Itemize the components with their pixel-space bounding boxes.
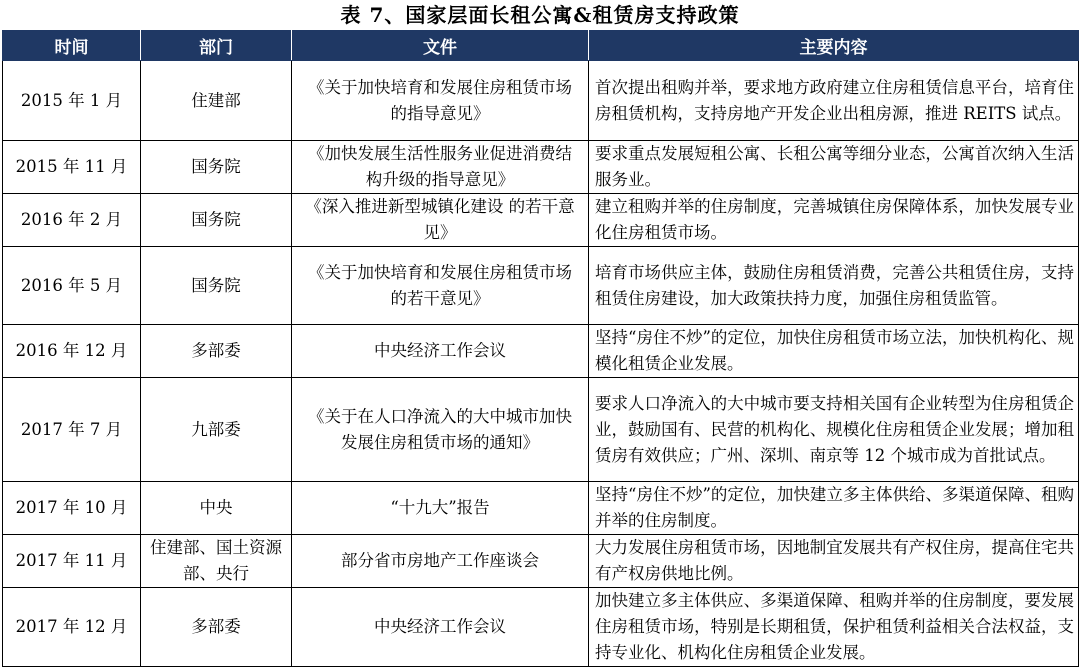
header-document: 文件 [292, 31, 589, 61]
table-row [3, 325, 1079, 378]
cell-department: 国务院 [141, 194, 292, 247]
cell-department: 九部委 [141, 378, 292, 482]
cell-document: 中央经济工作会议 [292, 325, 589, 378]
cell-document: 《深入推进新型城镇化建设 的若干意见》 [292, 194, 589, 247]
header-department: 部门 [141, 31, 292, 61]
header-row [3, 31, 1079, 61]
cell-time: 2017 年 12 月 [3, 588, 141, 667]
cell-document: 中央经济工作会议 [292, 588, 589, 667]
table-row [3, 535, 1079, 588]
cell-time: 2017 年 7 月 [3, 378, 141, 482]
cell-time: 2016 年 12 月 [3, 325, 141, 378]
cell-document: 部分省市房地产工作座谈会 [292, 535, 589, 588]
cell-department: 国务院 [141, 141, 292, 194]
cell-content: 坚持“房住不炒”的定位，加快住房租赁市场立法，加快机构化、规模化租赁企业发展。 [589, 325, 1079, 378]
table-row [3, 141, 1079, 194]
cell-time: 2016 年 5 月 [3, 247, 141, 325]
table-title: 表 7、国家层面长租公寓&租赁房支持政策 [340, 3, 740, 27]
header-time: 时间 [3, 31, 141, 61]
table-row [3, 247, 1079, 325]
table-row [3, 194, 1079, 247]
cell-document: 《加快发展生活性服务业促进消费结构升级的指导意见》 [292, 141, 589, 194]
cell-time: 2017 年 11 月 [3, 535, 141, 588]
cell-content: 坚持“房住不炒”的定位，加快建立多主体供给、多渠道保障、租购并举的住房制度。 [589, 482, 1079, 535]
cell-content: 要求人口净流入的大中城市要支持相关国有企业转型为住房租赁企业，鼓励国有、民营的机构化、规模化住房租赁企业发展；增加租赁房有效供应；广州、深圳、南京等 12 个城市成为首批试点。 [589, 378, 1079, 482]
cell-department: 住建部、国土资源部、央行 [141, 535, 292, 588]
cell-time: 2016 年 2 月 [3, 194, 141, 247]
cell-department: 住建部 [141, 61, 292, 141]
cell-content: 培育市场供应主体，鼓励住房租赁消费，完善公共租赁住房，支持租赁住房建设，加大政策扶持力度，加强住房租赁监管。 [589, 247, 1079, 325]
cell-content: 首次提出租购并举，要求地方政府建立住房租赁信息平台，培育住房租赁机构，支持房地产开发企业出租房源，推进 REITS 试点。 [589, 61, 1079, 141]
cell-document: 《关于加快培育和发展住房租赁市场的若干意见》 [292, 247, 589, 325]
cell-content: 建立租购并举的住房制度，完善城镇住房保障体系，加快发展专业化住房租赁市场。 [589, 194, 1079, 247]
cell-time: 2017 年 10 月 [3, 482, 141, 535]
cell-department: 多部委 [141, 588, 292, 667]
header-main-content: 主要内容 [589, 31, 1079, 61]
table-row [3, 482, 1079, 535]
cell-document: 《关于加快培育和发展住房租赁市场的指导意见》 [292, 61, 589, 141]
cell-content: 要求重点发展短租公寓、长租公寓等细分业态，公寓首次纳入生活服务业。 [589, 141, 1079, 194]
cell-document: “十九大”报告 [292, 482, 589, 535]
cell-time: 2015 年 1 月 [3, 61, 141, 141]
cell-document: 《关于在人口净流入的大中城市加快发展住房租赁市场的通知》 [292, 378, 589, 482]
cell-content: 加快建立多主体供应、多渠道保障、租购并举的住房制度，要发展住房租赁市场，特别是长期租赁，保护租赁利益相关合法权益，支持专业化、机构化住房租赁企业发展。 [589, 588, 1079, 667]
cell-department: 国务院 [141, 247, 292, 325]
table-row [3, 61, 1079, 141]
cell-department: 多部委 [141, 325, 292, 378]
table-row [3, 378, 1079, 482]
table-row [3, 588, 1079, 667]
cell-time: 2015 年 11 月 [3, 141, 141, 194]
cell-content: 大力发展住房租赁市场，因地制宜发展共有产权住房，提高住宅共有产权房供地比例。 [589, 535, 1079, 588]
cell-department: 中央 [141, 482, 292, 535]
policy-table [2, 30, 1079, 667]
